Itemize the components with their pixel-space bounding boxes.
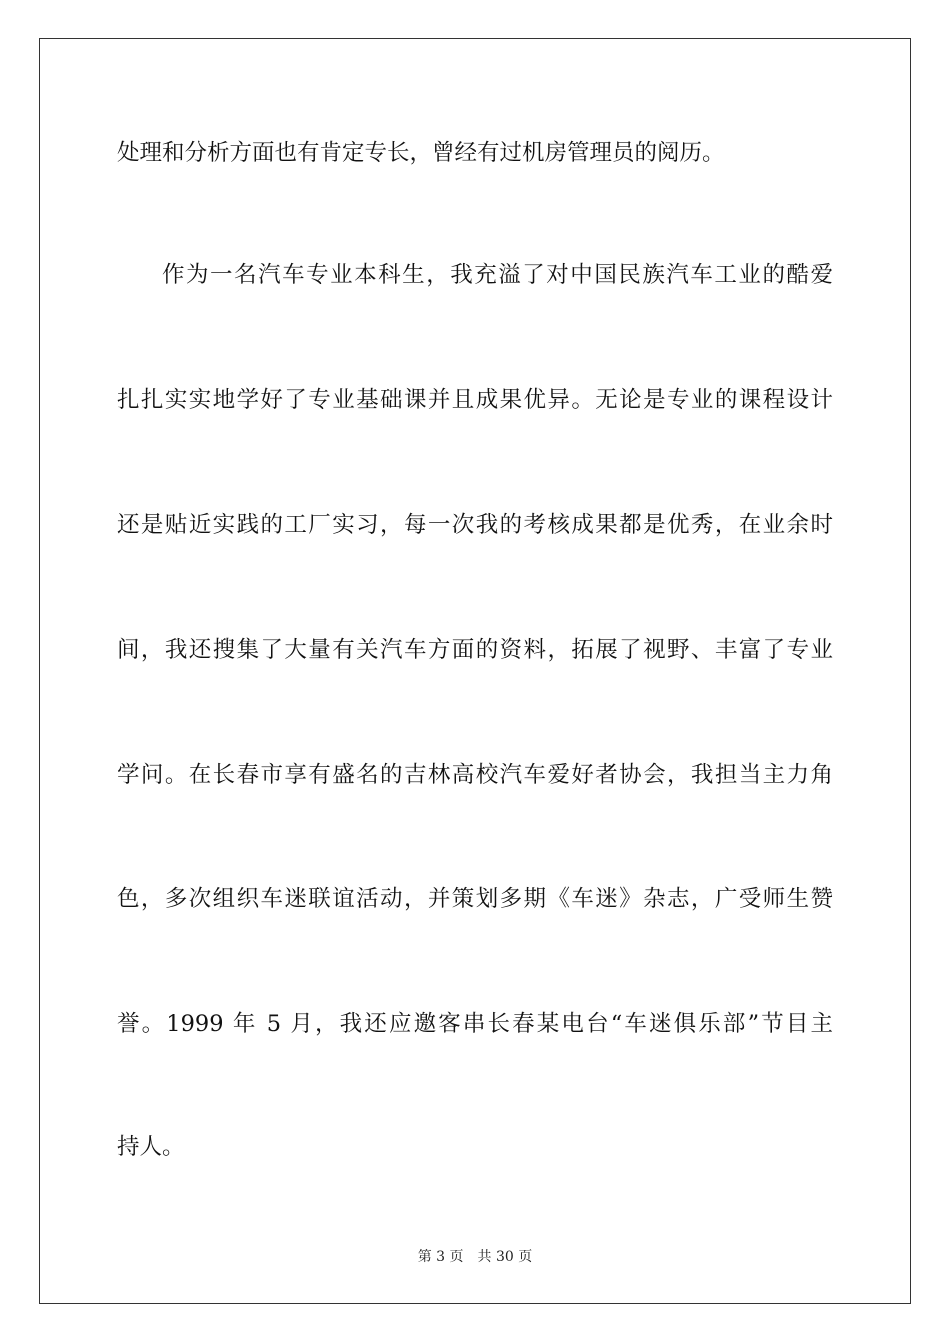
paragraph-line: 作为一名汽车专业本科生，我充溢了对中国民族汽车工业的酷爱 — [162, 262, 833, 288]
paragraph-line: 间，我还搜集了大量有关汽车方面的资料，拓展了视野、丰富了专业 — [117, 637, 833, 663]
total-pages: 共 30 页 — [477, 1249, 533, 1265]
paragraph-line: 色，多次组织车迷联谊活动，并策划多期《车迷》杂志，广受师生赞 — [117, 886, 833, 912]
page-number: 第 3 页 — [417, 1249, 464, 1265]
page-footer — [0, 1247, 950, 1267]
paragraph-line: 学问。在长春市享有盛名的吉林高校汽车爱好者协会，我担当主力角 — [117, 762, 833, 788]
paragraph-line: 处理和分析方面也有肯定专长，曾经有过机房管理员的阅历。 — [117, 140, 725, 166]
paragraph-line: 持人。 — [117, 1134, 185, 1160]
page-border — [39, 38, 911, 1304]
paragraph-line: 还是贴近实践的工厂实习，每一次我的考核成果都是优秀，在业余时 — [117, 512, 833, 538]
paragraph-line: 誉。1999 年 5 月，我还应邀客串长春某电台“车迷俱乐部”节目主 — [117, 1011, 833, 1037]
paragraph-line: 扎扎实实地学好了专业基础课并且成果优异。无论是专业的课程设计 — [117, 387, 833, 413]
